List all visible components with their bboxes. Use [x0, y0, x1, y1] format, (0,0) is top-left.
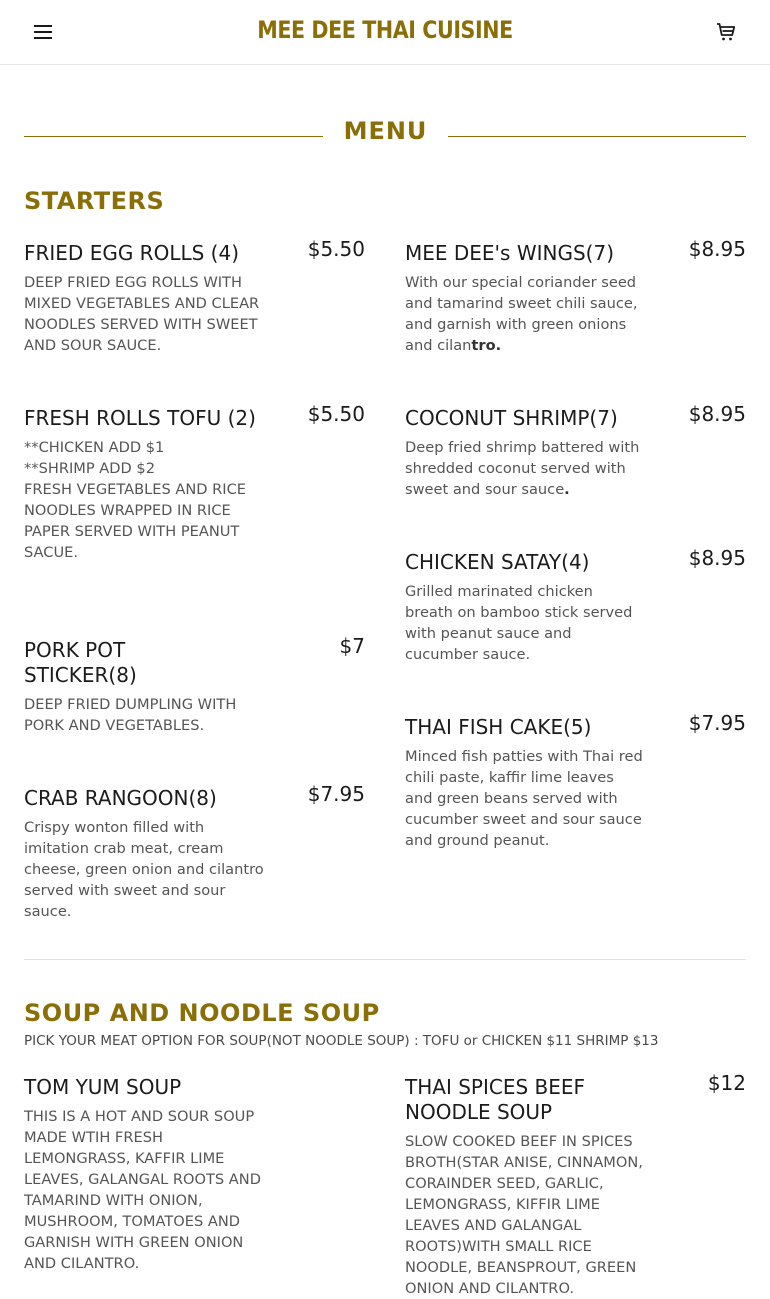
item-price: $8.95 — [688, 546, 746, 570]
item-description-bold: . — [564, 481, 570, 498]
menu-item — [405, 402, 746, 500]
menu-heading-row — [24, 117, 746, 153]
section-note-soup: PICK YOUR MEAT OPTION FOR SOUP(NOT NOODLE SOUP) : TOFU or CHICKEN $11 SHRIMP $13 — [24, 1033, 659, 1049]
section-title-starters: STARTERS — [24, 187, 165, 215]
menu-heading: MENU — [343, 117, 428, 145]
item-name: FRESH ROLLS TOFU (2) — [24, 406, 256, 430]
menu-item — [24, 402, 365, 563]
cart-icon[interactable] — [714, 20, 738, 44]
item-name: FRIED EGG ROLLS (4) — [24, 241, 239, 265]
item-description: DEEP FRIED EGG ROLLS WITH MIXED VEGETABLES AND CLEAR NOODLES SERVED WITH SWEET AND SOUR SAUCE. — [24, 274, 260, 354]
item-description-text: Deep fried shrimp battered with shredded coconut served with sweet and sour sauce — [405, 439, 640, 498]
menu-item — [24, 237, 365, 356]
item-description — [405, 272, 645, 356]
item-name: PORK POT STICKER(8) — [24, 638, 137, 687]
item-name: CRAB RANGOON(8) — [24, 786, 217, 810]
menu-item — [405, 1071, 746, 1299]
item-description: **CHICKEN ADD $1 **SHRIMP ADD $2 FRESH VEGETABLES AND RICE NOODLES WRAPPED IN RICE PAPER SERVED WITH PEANUT SACUE. — [24, 439, 247, 561]
site-header — [0, 0, 770, 65]
item-name: THAI FISH CAKE(5) — [405, 715, 592, 739]
item-description-text: With our special coriander seed and tamarind sweet chili sauce, and garnish with green onions and cilan — [405, 274, 638, 354]
item-price: $5.50 — [307, 402, 365, 426]
item-description: THIS IS A HOT AND SOUR SOUP MADE WTIH FRESH LEMONGRASS, KAFFIR LIME LEAVES, GALANGAL ROOTS AND TAMARIND WITH ONION, MUSHROOM, TOMATOES AND GARNISH WITH GREEN ONION AND CILANTRO. — [24, 1108, 261, 1272]
menu-item — [405, 546, 746, 665]
heading-rule-left — [24, 136, 323, 137]
item-price: $7.95 — [688, 711, 746, 735]
section-divider — [24, 959, 746, 960]
item-description-bold: tro. — [471, 337, 502, 354]
brand-title[interactable]: MEE DEE THAI CUISINE — [257, 16, 513, 44]
item-name: TOM YUM SOUP — [24, 1075, 182, 1099]
menu-item — [24, 782, 365, 922]
section-title-soup: SOUP AND NOODLE SOUP — [24, 999, 380, 1027]
item-description: Crispy wonton filled with imitation crab meat, cream cheese, green onion and cilantro served with sweet and sour sauce. — [24, 819, 264, 920]
menu-item — [24, 634, 365, 736]
item-name: MEE DEE's WINGS(7) — [405, 241, 614, 265]
item-price: $12 — [707, 1071, 746, 1095]
item-price: $8.95 — [688, 237, 746, 261]
hamburger-icon[interactable] — [32, 22, 56, 42]
item-name: COCONUT SHRIMP(7) — [405, 406, 618, 430]
menu-item — [405, 237, 746, 356]
item-description: Grilled marinated chicken breath on bamboo stick served with peanut sauce and cucumber sauce. — [405, 583, 633, 663]
item-description: Minced fish patties with Thai red chili paste, kaffir lime leaves and green beans served with cucumber sweet and sour sauce and ground peanut. — [405, 748, 643, 849]
menu-item — [24, 1075, 365, 1274]
heading-rule-right — [448, 136, 746, 137]
item-description: DEEP FRIED DUMPLING WITH PORK AND VEGETABLES. — [24, 696, 237, 734]
item-description — [405, 437, 645, 500]
item-price: $5.50 — [307, 237, 365, 261]
item-name: CHICKEN SATAY(4) — [405, 550, 590, 574]
item-name: THAI SPICES BEEF NOODLE SOUP — [405, 1075, 585, 1124]
item-price: $7 — [339, 634, 365, 658]
menu-item — [405, 711, 746, 851]
item-description: SLOW COOKED BEEF IN SPICES BROTH(STAR ANISE, CINNAMON, CORAINDER SEED, GARLIC, LEMONGRASS, KIFFIR LIME LEAVES AND GALANGAL ROOTS)WITH SMALL RICE NOODLE, BEANSPROUT, GREEN ONION AND CILANTRO. — [405, 1133, 643, 1297]
item-price: $7.95 — [307, 782, 365, 806]
item-price: $8.95 — [688, 402, 746, 426]
